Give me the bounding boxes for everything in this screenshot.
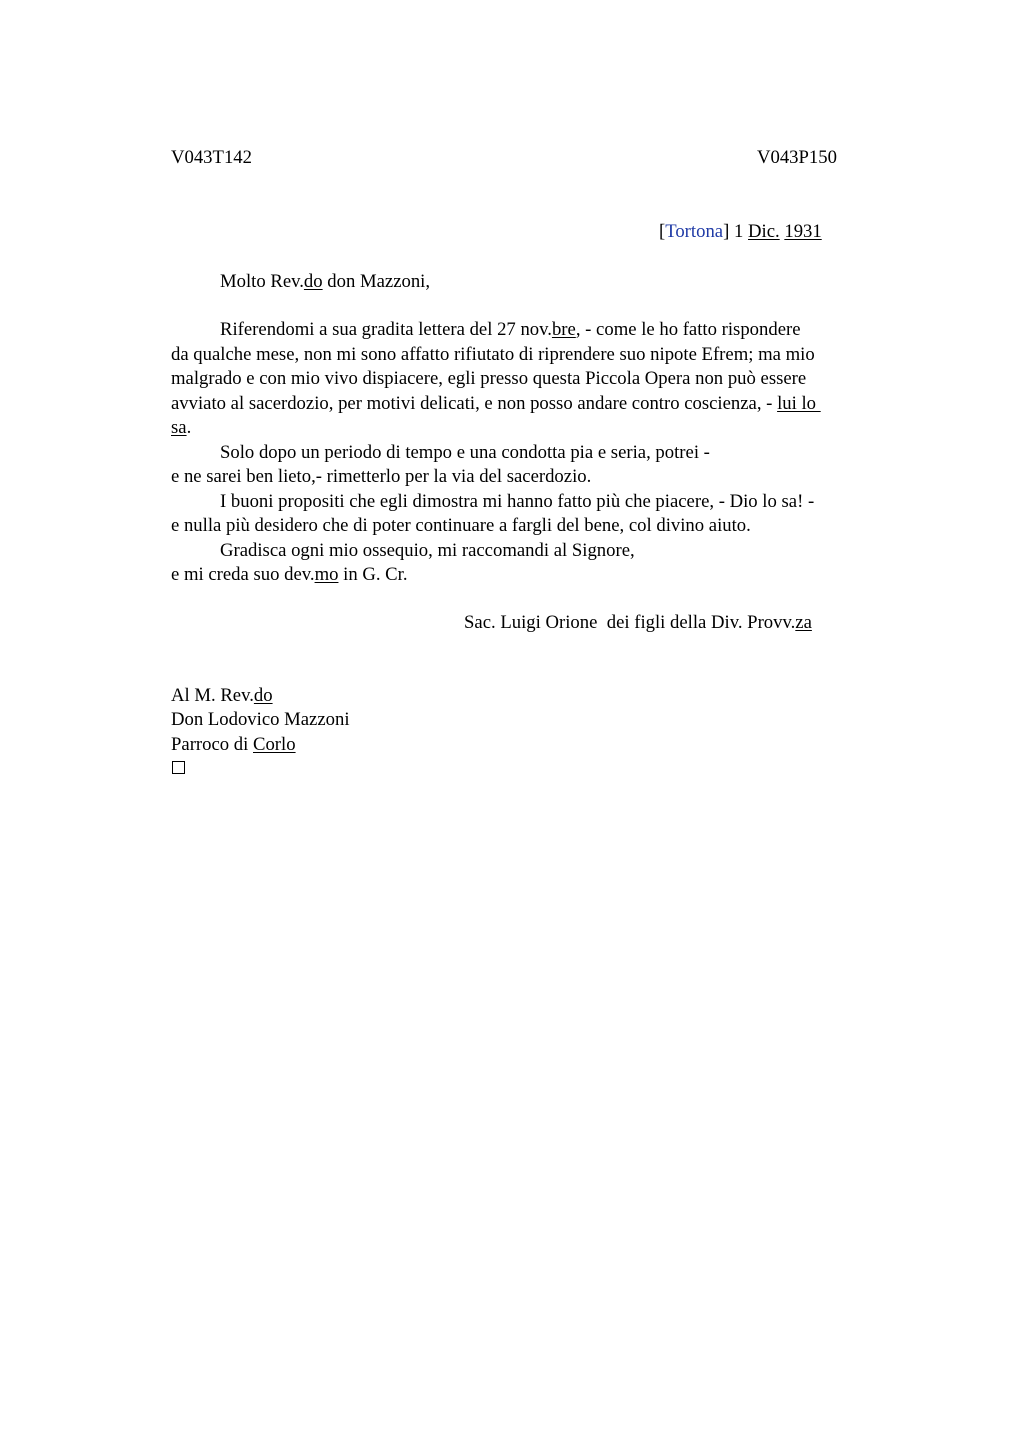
body-text: , - come le ho fatto rispondere [575,319,801,340]
address-line-3 [171,733,296,758]
body-line: I buoni propositi che egli dimostra mi hanno fatto più che piacere, - Dio lo sa! - [220,490,815,512]
dateline-month: Dic. [748,221,780,242]
dateline-open-bracket: [ [659,221,666,242]
body-line: da qualche mese, non mi sono affatto rifiutato di riprendere suo nipote Efrem; ma mio [171,343,815,365]
body-emphasis: sa [171,417,187,438]
address-text: Parroco di [171,734,253,755]
salutation [220,270,430,295]
salutation-superscript: do [303,271,323,292]
body-line: e ne sarei ben lieto,- rimetterlo per la via del sacerdozio. [171,466,592,487]
dateline-day: 1 [734,221,744,242]
header-right-code: V043P150 [757,147,837,168]
body-emphasis: lui lo [777,392,821,414]
letter-body [171,318,891,588]
dateline-place: Tortona [665,221,724,242]
salutation-rest: don Mazzoni, [322,271,431,292]
body-text: avviato al sacerdozio, per motivi delicati, e non posso andare contro coscienza, - [171,392,778,414]
salutation-prefix: Molto Rev. [220,271,304,292]
body-text: Riferendomi a sua gradita lettera del 27 nov. [220,319,552,340]
signature [464,611,812,636]
body-text: in G. Cr. [338,564,408,585]
address-line-1 [171,684,273,709]
signature-text: Sac. Luigi Orione dei figli della Div. Provv. [464,612,796,633]
body-line: Gradisca ogni mio ossequio, mi raccomandi al Signore, [220,539,635,561]
address-abbrev: do [253,685,273,706]
body-line: malgrado e con mio vivo dispiacere, egli presso questa Piccola Opera non può essere [171,368,807,389]
body-abbrev: bre [551,319,576,340]
body-line: e nulla più desidero che di poter continuare a fargli del bene, col divino aiuto. [171,515,751,536]
empty-box-icon [172,761,185,774]
body-line [171,392,891,417]
address-text: Al M. Rev. [171,685,254,706]
body-abbrev: mo [314,564,339,585]
body-text: e mi creda suo dev. [171,564,315,585]
header-left-code: V043T142 [171,147,252,168]
body-line [171,563,891,588]
body-text: . [186,417,192,438]
body-line [171,416,891,441]
address-line-2: Don Lodovico Mazzoni [171,709,350,730]
body-line: Solo dopo un periodo di tempo e una condotta pia e seria, potrei - [220,441,710,463]
body-line [171,318,891,343]
dateline-close-bracket: ] [723,221,730,242]
address-place: Corlo [253,734,296,755]
dateline-year: 1931 [784,221,822,242]
signature-abbrev: za [795,612,812,633]
dateline [659,220,822,245]
